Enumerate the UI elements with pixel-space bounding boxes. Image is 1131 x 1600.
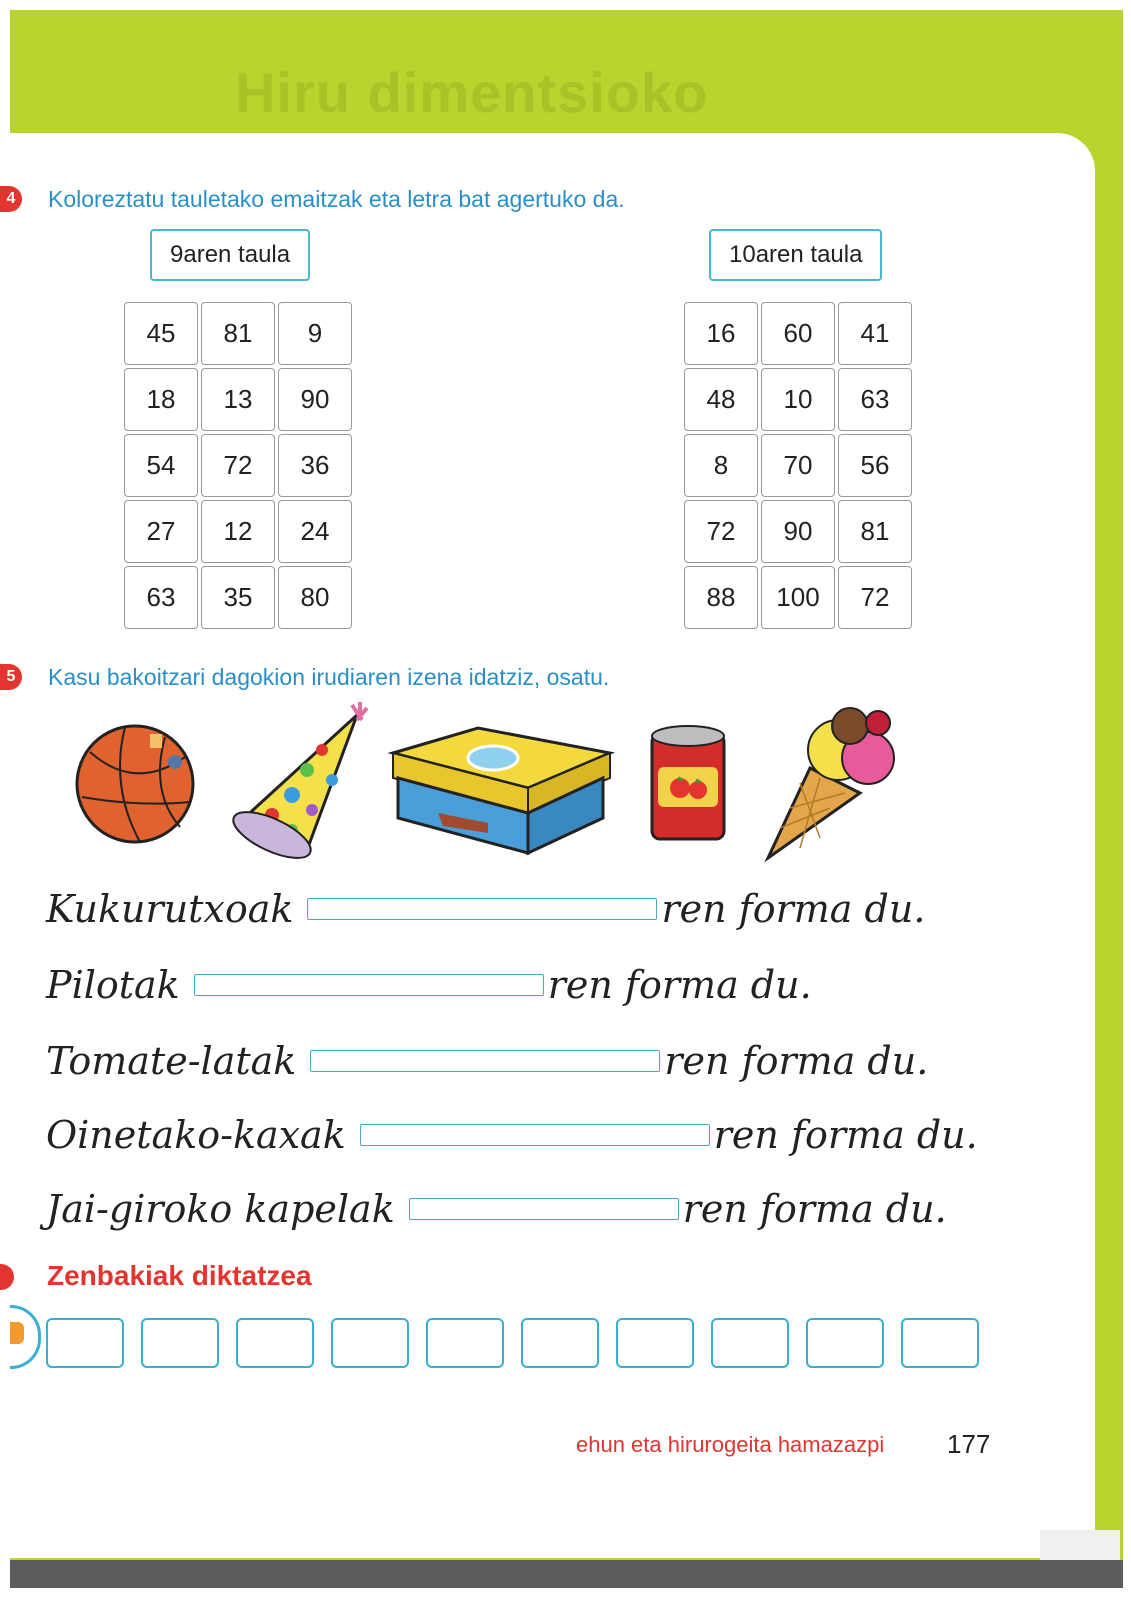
sentence-subject: Oinetako-kaxak — [46, 1113, 346, 1157]
table-cell[interactable]: 24 — [278, 500, 352, 563]
exercise-6-title: Zenbakiak diktatzea — [47, 1260, 312, 1291]
answer-input[interactable] — [409, 1198, 679, 1220]
sentence-subject: Pilotak — [46, 963, 180, 1007]
page-number: 177 — [947, 1429, 991, 1459]
exercise-5-number: 5 — [0, 664, 22, 690]
table-cell[interactable]: 36 — [278, 434, 352, 497]
ice-cream-image — [760, 698, 910, 863]
answer-input[interactable] — [310, 1050, 660, 1072]
table-cell[interactable]: 72 — [838, 566, 912, 629]
table-9-grid — [124, 302, 352, 629]
exercise-4-instruction: Koloreztatu tauletako emaitzak eta letra bat agertuko da. — [48, 186, 625, 212]
sentence-subject: Kukurutxoak — [46, 887, 294, 931]
sentence-line — [46, 1184, 947, 1234]
sentence-suffix: ren forma du. — [713, 1113, 978, 1157]
exercise-4-number: 4 — [0, 186, 22, 212]
table-cell[interactable]: 81 — [201, 302, 275, 365]
audio-icon-inner — [10, 1322, 24, 1344]
dictation-box[interactable] — [141, 1318, 219, 1368]
page-number-words: ehun eta hirurogeita hamazazpi — [576, 1432, 885, 1457]
table-10-label: 10aren taula — [709, 229, 882, 281]
answer-input[interactable] — [360, 1124, 710, 1146]
dictation-box[interactable] — [806, 1318, 884, 1368]
table-cell[interactable]: 16 — [684, 302, 758, 365]
sentence-suffix: ren forma du. — [547, 963, 812, 1007]
header-ghost-title: Hiru dimentsioko — [235, 61, 709, 124]
table-cell[interactable]: 70 — [761, 434, 835, 497]
table-cell[interactable]: 90 — [278, 368, 352, 431]
table-9-label: 9aren taula — [150, 229, 310, 281]
sentence-line — [46, 884, 925, 934]
dictation-box[interactable] — [901, 1318, 979, 1368]
dictation-box[interactable] — [236, 1318, 314, 1368]
exercise-5-instruction: Kasu bakoitzari dagokion irudiaren izena idatziz, osatu. — [48, 664, 610, 690]
table-cell[interactable]: 8 — [684, 434, 758, 497]
sentence-subject: Jai-giroko kapelak — [46, 1187, 395, 1231]
table-cell[interactable]: 45 — [124, 302, 198, 365]
table-cell[interactable]: 35 — [201, 566, 275, 629]
dictation-box[interactable] — [711, 1318, 789, 1368]
shoe-box-image — [388, 718, 618, 858]
table-10-grid — [684, 302, 912, 629]
table-cell[interactable]: 72 — [684, 500, 758, 563]
page-edge — [1040, 1530, 1120, 1560]
table-cell[interactable]: 48 — [684, 368, 758, 431]
sentence-suffix: ren forma du. — [682, 1187, 947, 1231]
tomato-can-image — [648, 722, 728, 847]
table-cell[interactable]: 10 — [761, 368, 835, 431]
table-cell[interactable]: 18 — [124, 368, 198, 431]
table-cell[interactable]: 88 — [684, 566, 758, 629]
table-cell[interactable]: 27 — [124, 500, 198, 563]
sentence-line — [46, 1036, 928, 1086]
dictation-box[interactable] — [616, 1318, 694, 1368]
table-cell[interactable]: 63 — [124, 566, 198, 629]
table-cell[interactable]: 72 — [201, 434, 275, 497]
table-cell[interactable]: 54 — [124, 434, 198, 497]
answer-input[interactable] — [307, 898, 657, 920]
party-hat-image — [212, 700, 377, 865]
table-cell[interactable]: 56 — [838, 434, 912, 497]
table-cell[interactable]: 81 — [838, 500, 912, 563]
sentence-suffix: ren forma du. — [664, 1039, 929, 1083]
basketball-image — [70, 712, 200, 852]
table-cell[interactable]: 9 — [278, 302, 352, 365]
dictation-box[interactable] — [46, 1318, 124, 1368]
table-cell[interactable]: 100 — [761, 566, 835, 629]
dictation-box[interactable] — [521, 1318, 599, 1368]
dictation-box[interactable] — [426, 1318, 504, 1368]
sentence-line — [46, 960, 812, 1010]
table-cell[interactable]: 80 — [278, 566, 352, 629]
sentence-subject: Tomate-latak — [46, 1039, 297, 1083]
dictation-box[interactable] — [331, 1318, 409, 1368]
sentence-suffix: ren forma du. — [661, 887, 926, 931]
table-cell[interactable]: 60 — [761, 302, 835, 365]
dictation-boxes — [46, 1318, 979, 1368]
table-cell[interactable]: 12 — [201, 500, 275, 563]
table-cell[interactable]: 63 — [838, 368, 912, 431]
answer-input[interactable] — [194, 974, 544, 996]
sentence-line — [46, 1110, 978, 1160]
table-cell[interactable]: 13 — [201, 368, 275, 431]
table-cell[interactable]: 90 — [761, 500, 835, 563]
scanner-edge — [10, 1560, 1123, 1588]
table-cell[interactable]: 41 — [838, 302, 912, 365]
